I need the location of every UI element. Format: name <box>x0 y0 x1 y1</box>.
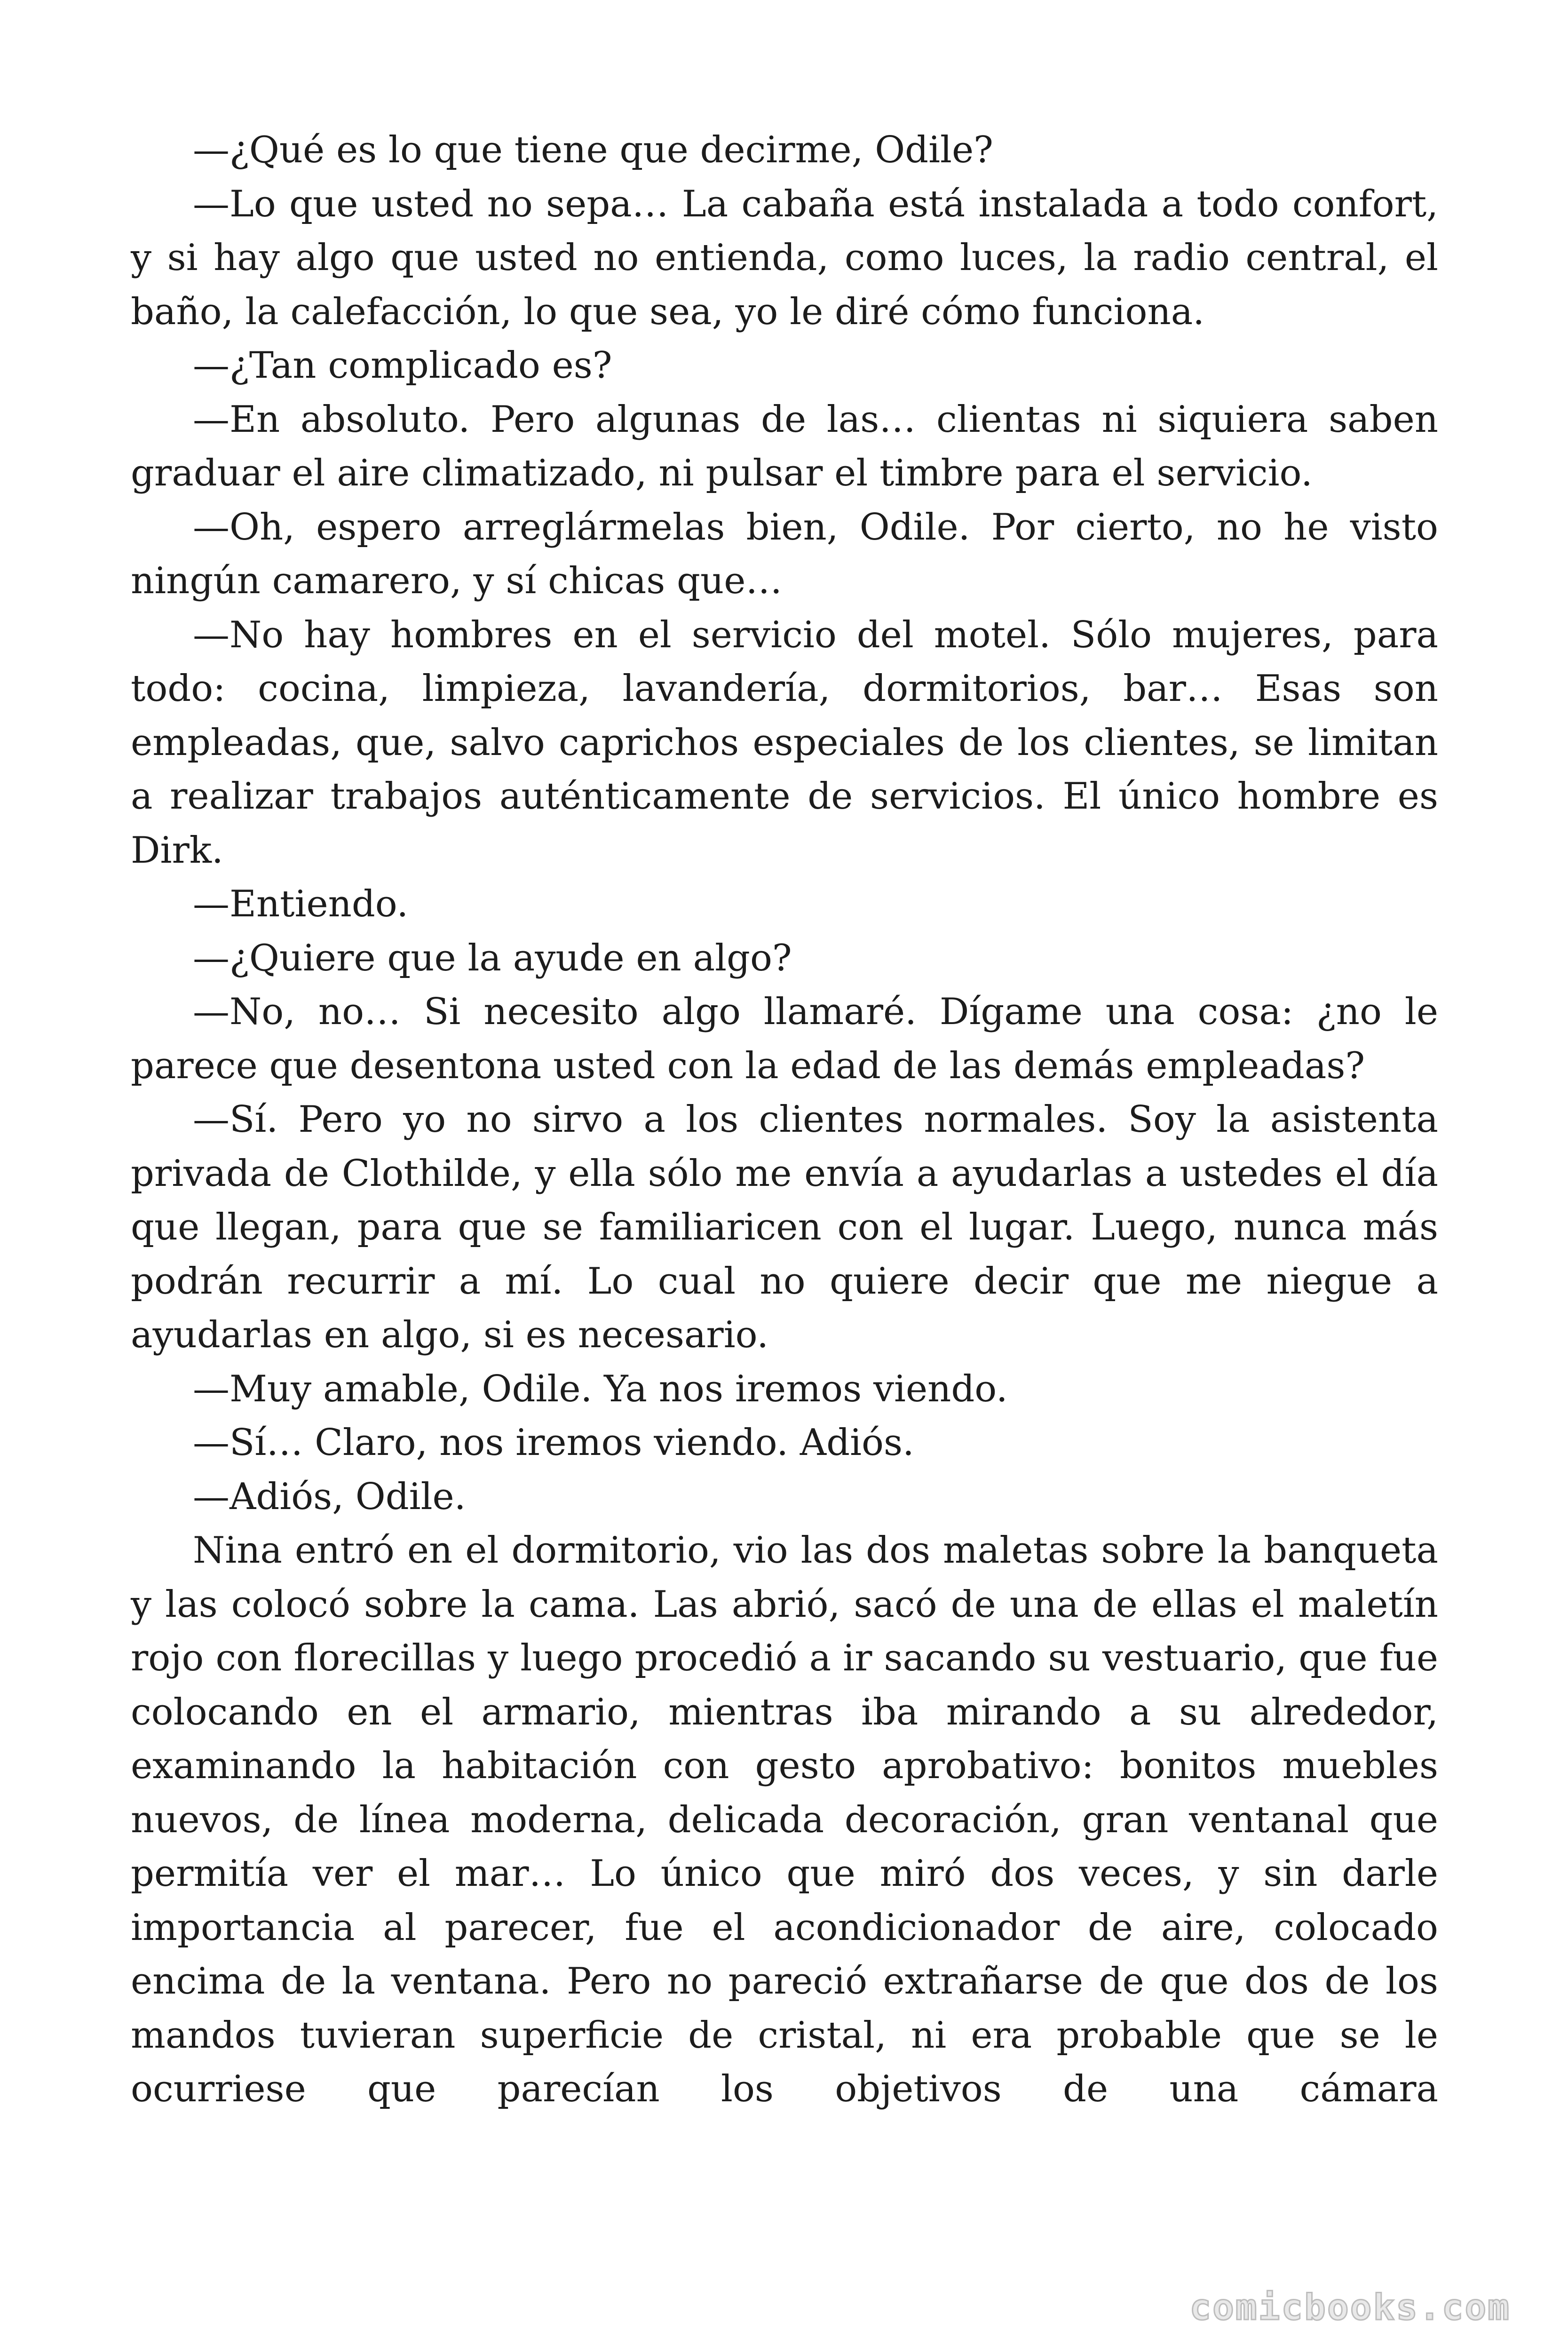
paragraph: —Entiendo. <box>193 883 409 925</box>
paragraph: —¿Quiere que la ayude en algo? <box>193 937 792 979</box>
paragraph: —Lo que usted no sepa… La cabaña está instalada a todo confort, y si hay algo que usted no entienda, como luces, la radio central, el baño, la calefacción, lo que sea, yo le diré cómo funciona. <box>131 183 1438 333</box>
paragraph: —¿Qué es lo que tiene que decirme, Odile? <box>193 129 993 171</box>
paragraph: —En absoluto. Pero algunas de las… clientas ni siquiera saben graduar el aire climatizado, ni pulsar el timbre para el servicio. <box>131 398 1438 494</box>
paragraph: —Sí… Claro, nos iremos viendo. Adiós. <box>193 1422 914 1464</box>
paragraph: —Oh, espero arreglármelas bien, Odile. Por cierto, no he visto ningún camarero, y sí chicas que… <box>131 506 1438 602</box>
paragraph: —¿Tan complicado es? <box>193 344 612 387</box>
paragraph: —Muy amable, Odile. Ya nos iremos viendo. <box>193 1367 1008 1410</box>
body-text <box>131 123 1438 2116</box>
paragraph: —No hay hombres en el servicio del motel. Sólo mujeres, para todo: cocina, limpieza, lavandería, dormitorios, bar… Esas son empleadas, que, salvo caprichos especiales de los clientes, se limitan a realizar trabajos auténticamente de servicios. El único hombre es Dirk. <box>131 613 1438 872</box>
watermark-logo: comicbooks.com <box>1189 2286 1511 2328</box>
paragraph: —Adiós, Odile. <box>193 1475 466 1518</box>
paragraph: Nina entró en el dormitorio, vio las dos maletas sobre la banqueta y las colocó sobre la cama. Las abrió, sacó de una de ellas el maletín rojo con florecillas y luego procedió a ir sacando su vestuario, que fue colocando en el armario, mientras iba mirando a su alrededor, examinando la habitación con gesto aprobativo: bonitos muebles nuevos, de línea moderna, delicada decoración, gran ventanal que permitía ver el mar… Lo único que miró dos veces, y sin darle importancia al parecer, fue el acondicionador de aire, colocado encima de la ventana. Pero no pareció extrañarse de que dos de los mandos tuvieran superficie de cristal, ni era probable que se le ocurriese que parecían los objetivos de una cámara <box>131 1529 1438 2110</box>
paragraph: —Sí. Pero yo no sirvo a los clientes normales. Soy la asistenta privada de Clothilde, y ella sólo me envía a ayudarlas a ustedes el día que llegan, para que se familiaricen con el lugar. Luego, nunca más podrán recurrir a mí. Lo cual no quiere decir que me niegue a ayudarlas en algo, si es necesario. <box>131 1098 1438 1356</box>
paragraph: —No, no… Si necesito algo llamaré. Dígame una cosa: ¿no le parece que desentona usted con la edad de las demás empleadas? <box>131 991 1438 1087</box>
